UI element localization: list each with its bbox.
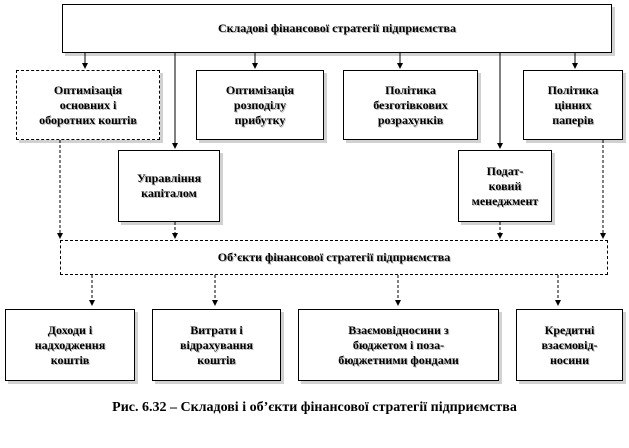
object-label: Взаємовідносини з бюджетом і поза- бюджетними фондами bbox=[338, 322, 459, 367]
mid-label: Управління капіталом bbox=[136, 171, 202, 200]
component-cashless-payments bbox=[343, 70, 478, 140]
strategy-components-box bbox=[62, 4, 612, 53]
component-label: Оптимізація основних і оборотних коштів bbox=[39, 82, 137, 127]
object-label: Витрати і відрахування коштів bbox=[180, 322, 253, 367]
component-profit-distribution bbox=[196, 70, 324, 140]
mid-label: Подат- ковий менеджмент bbox=[471, 163, 539, 208]
strategy-components-title: Складові фінансової стратегії підприємства bbox=[217, 21, 457, 35]
object-label: Кредитні взаємовід- носини bbox=[541, 322, 598, 367]
tax-management-box bbox=[458, 150, 552, 222]
component-securities-policy bbox=[523, 70, 623, 140]
object-label: Доходи і надходження коштів bbox=[34, 322, 106, 367]
object-credit-relations bbox=[516, 309, 623, 381]
object-income bbox=[5, 309, 135, 381]
capital-management-box bbox=[118, 150, 220, 222]
object-budget-relations bbox=[298, 309, 499, 381]
component-label: Політика цінних паперів bbox=[547, 82, 599, 127]
strategy-objects-title: Об’єкти фінансової стратегії підприємства bbox=[217, 250, 451, 264]
component-label: Політика безготівкових розрахунків bbox=[373, 82, 448, 127]
component-label: Оптимізація розподілу прибутку bbox=[225, 82, 295, 127]
figure-caption: Рис. 6.32 – Складові і об’єкти фінансової стратегії підприємства bbox=[112, 400, 517, 415]
component-assets-optimization bbox=[16, 70, 160, 140]
object-expenses bbox=[152, 309, 281, 381]
strategy-objects-box bbox=[60, 240, 608, 275]
